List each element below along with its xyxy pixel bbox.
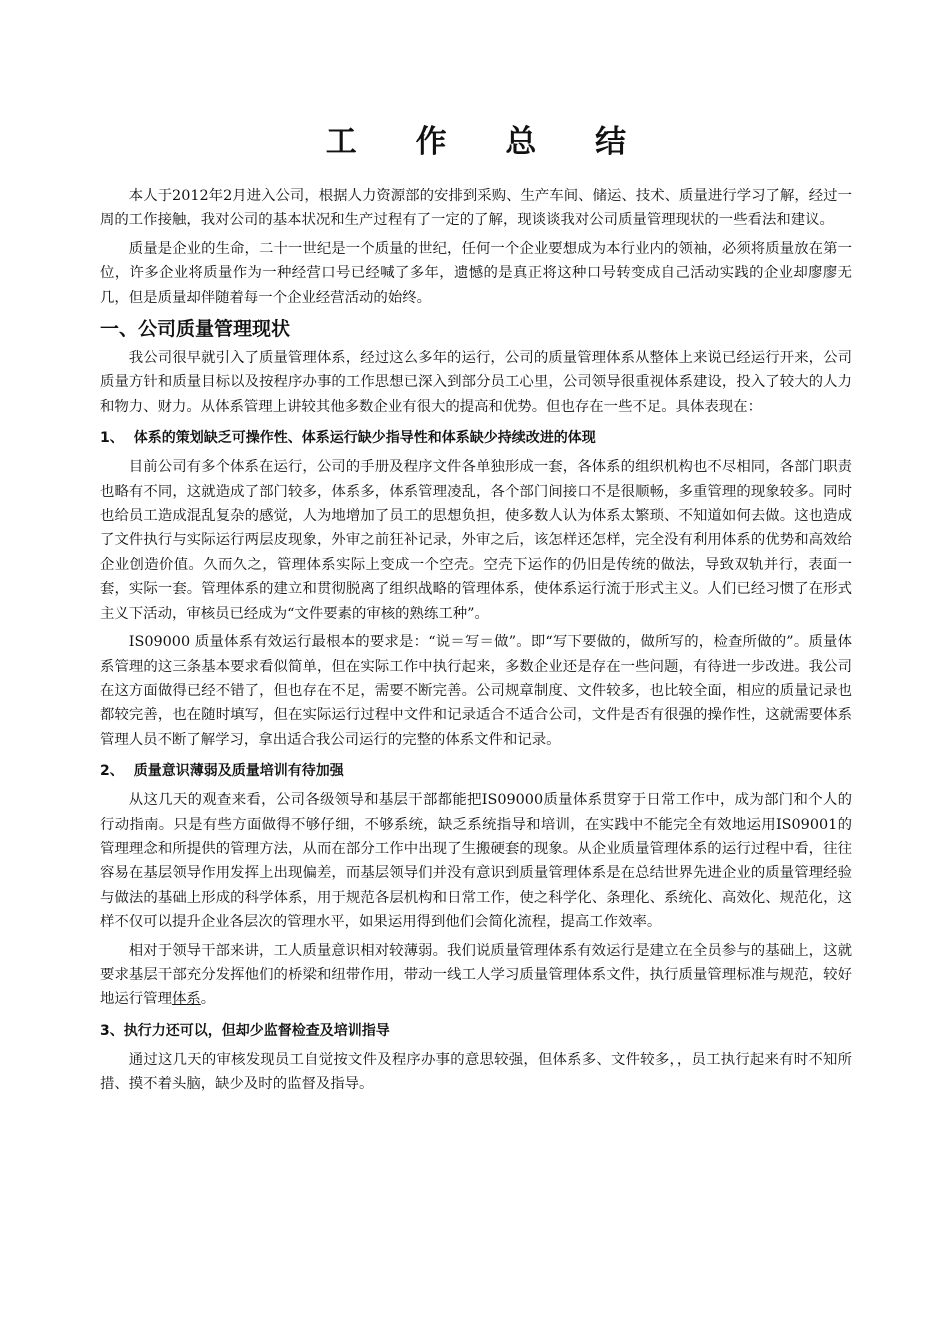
subsection-2-paragraph-2-end: 。 <box>200 991 216 1008</box>
subsection-3-heading: 3、执行力还可以，但却少监督检查及培训指导 <box>100 1022 390 1039</box>
subsection-1-number: 1、 <box>100 430 124 447</box>
subsection-2-paragraph-2-main: 相对于领导干部来讲，工人质量意识相对较薄弱。我们说质量管理体系有效运行是建立在全员参与的基础上，这就要求基层干部充分发挥他们的桥梁和纽带作用，带动一线工人学习质量管理体系文件，执行质量管理标准与规范，较好地运行管理 <box>100 942 852 1008</box>
underlined-term: 体系 <box>171 991 201 1008</box>
subsection-3-paragraph-1: 通过这几天的审核发现员工自觉按文件及程序办事的意思较强，但体系多、文件较多，，员工执行起来有时不知所措、摸不着头脑，缺少及时的监督及指导。 <box>100 1051 852 1093</box>
subsection-1-paragraph-2: IS09000 质量体系有效运行最根本的要求是：“说＝写＝做”。即“写下要做的，做所写的，检查所做的”。质量体系管理的这三条基本要求看似简单，但在实际工作中执行起来，多数企业还是存在一些问题，有待进一步改进。我公司在这方面做得已经不错了，但也存在不足，需要不断完善。公司规章制度、文件较多，也比较全面，相应的质量记录也都较完善，也在随时填写，但在实际运行过程中文件和记录适合不适合公司，文件是否有很强的操作性，这就需要体系管理人员不断了解学习，拿出适合我公司运行的完整的体系文件和记录。 <box>100 634 852 748</box>
subsection-2-heading <box>100 756 852 786</box>
intro-paragraph-2: 质量是企业的生命，二十一世纪是一个质量的世纪，任何一个企业要想成为本行业内的领袖，必须将质量放在第一位，许多企业将质量作为一种经营口号已经喊了多年，遗憾的是真正将这种口号转变成自己活动实践的企业却廖廖无几，但是质量却伴随着每一个企业经营活动的始终。 <box>100 240 852 306</box>
subsection-1-heading <box>100 423 852 453</box>
subsection-2-paragraph-1: 从这几天的观查来看，公司各级领导和基层干部都能把IS09000质量体系贯穿于日常工作中，成为部门和个人的行动指南。只是有些方面做得不够仔细，不够系统，缺乏系统指导和培训，在实践中不能完全有效地运用IS09001的管理理念和所提供的管理方法，从而在部分工作中出现了生搬硬套的现象。从企业质量管理体系的运行过程中看，往往容易在基层领导作用发挥上出现偏差，而基层领导们并没有意识到质量管理体系是在总结世界先进企业的质量管理经验与做法的基础上形成的科学体系，用于规范各层机构和日常工作，使之科学化、条理化、系统化、高效化、规范化，这样不仅可以提升企业各层次的管理水平，如果运用得到他们会简化流程，提高工作效率。 <box>100 792 852 931</box>
subsection-2-number: 2、 <box>100 763 124 780</box>
section-1-intro-paragraph: 我公司很早就引入了质量管理体系，经过这么多年的运行，公司的质量管理体系从整体上来说已经运行开来，公司质量方针和质量目标以及按程序办事的工作思想已深入到部分员工心里，公司领导很重视体系建设，投入了较大的人力和物力、财力。从体系管理上讲较其他多数企业有很大的提高和优势。但也存在一些不足。具体表现在： <box>100 350 852 415</box>
section-1-heading: 一、公司质量管理现状 <box>100 318 291 341</box>
subsection-2-title: 质量意识薄弱及质量培训有待加强 <box>133 763 344 780</box>
subsection-2-paragraph-2 <box>100 939 852 1012</box>
intro-paragraph-1: 本人于2012年2月进入公司，根据人力资源部的安排到采购、生产车间、储运、技术、质量进行学习了解，经过一周的工作接触，我对公司的基本状况和生产过程有了一定的了解，现谈谈我对公司质量管理现状的一些看法和建议。 <box>100 188 852 229</box>
document-page <box>100 120 852 1101</box>
subsection-1-title: 体系的策划缺乏可操作性、体系运行缺少指导性和体系缺少持续改进的体现 <box>133 430 596 447</box>
document-title: 工 作 总 结 <box>325 124 651 160</box>
subsection-1-paragraph-1: 目前公司有多个体系在运行，公司的手册及程序文件各单独形成一套，各体系的组织机构也不尽相同，各部门职责也略有不同，这就造成了部门较多，体系多，体系管理凌乱，各个部门间接口不是很顺畅，多重管理的现象较多。同时也给员工造成混乱复杂的感觉，人为地增加了员工的思想负担，使多数人认为体系太繁琐、不知道如何去做。这也造成了文件执行与实际运行两层皮现象，外审之前狂补记录，外审之后，该怎样还怎样，完全没有利用体系的优势和高效给企业创造价值。久而久之，管理体系实际上变成一个空壳。空壳下运作的仍旧是传统的做法，导致双轨并行，表面一套，实际一套。管理体系的建立和贯彻脱离了组织战略的管理体系，使体系运行流于形式主义。人们已经习惯了在形式主义下活动，审核员已经成为“文件要素的审核的熟练工种”。 <box>100 459 852 622</box>
